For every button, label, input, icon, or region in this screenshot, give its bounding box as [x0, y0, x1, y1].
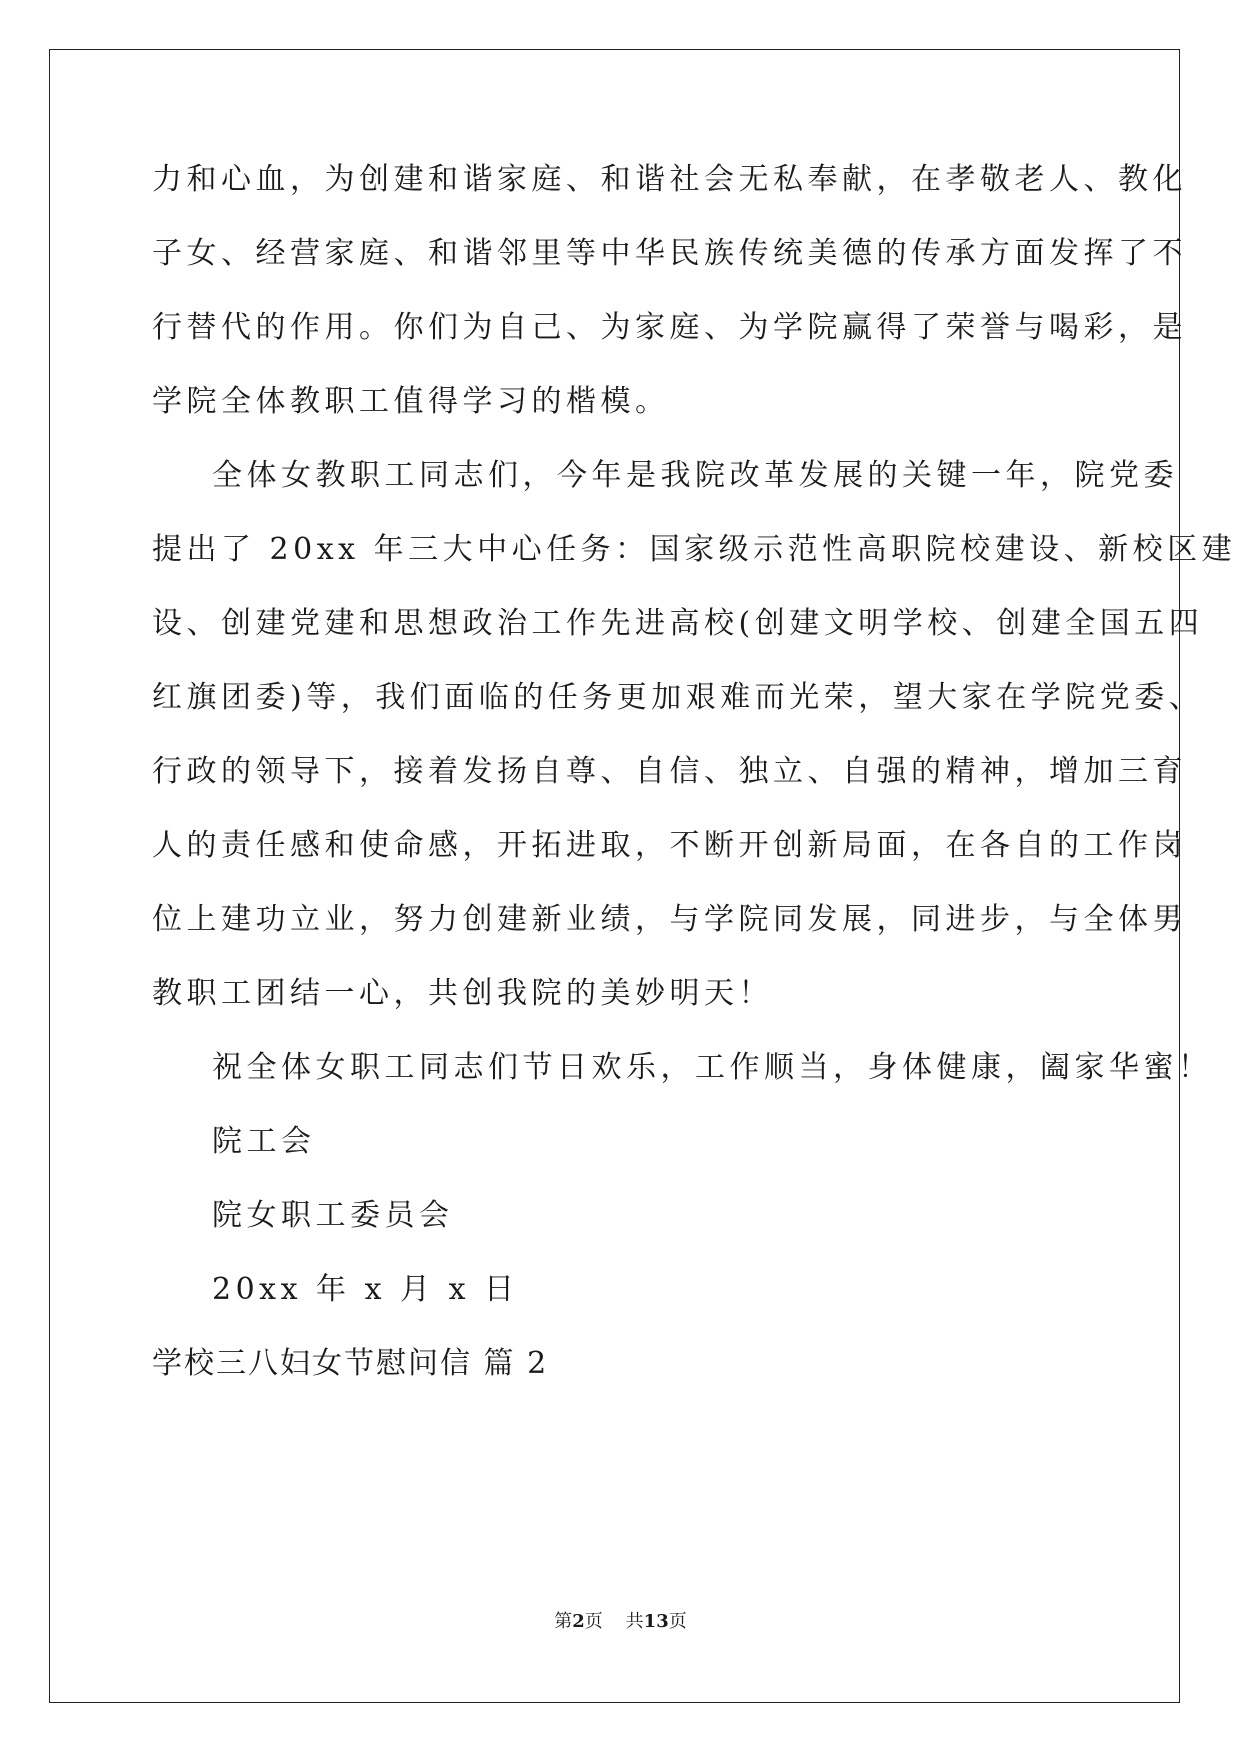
page-footer [0, 1610, 1241, 1634]
blessing-line: 祝全体女职工同志们节日欢乐，工作顺当，身体健康，阖家华蜜！ [212, 1050, 1213, 1085]
paragraph2-line-1: 全体女教职工同志们，今年是我院改革发展的关键一年，院党委 [212, 458, 1178, 493]
paragraph1-line-1: 力和心血，为创建和谐家庭、和谐社会无私奉献，在孝敬老人、教化 [152, 162, 1187, 197]
paragraph2-line-5: 行政的领导下，接着发扬自尊、自信、独立、自强的精神，增加三育 [152, 754, 1187, 789]
signature-date: 20xx 年 x 月 x 日 [212, 1272, 519, 1307]
paragraph2-line-2: 提出了 20xx 年三大中心任务：国家级示范性高职院校建设、新校区建 [152, 532, 1237, 567]
paragraph2-line-7: 位上建功立业，努力创建新业绩，与学院同发展，同进步，与全体男 [152, 902, 1187, 937]
signature-org-committee: 院女职工委员会 [212, 1198, 454, 1233]
footer-page-mid: 页 共 [584, 1611, 644, 1632]
paragraph1-line-4: 学院全体教职工值得学习的楷模。 [152, 384, 670, 419]
page-frame [49, 49, 1180, 1703]
paragraph2-line-6: 人的责任感和使命感，开拓进取，不断开创新局面，在各自的工作岗 [152, 828, 1187, 863]
paragraph1-line-2: 子女、经营家庭、和谐邻里等中华民族传统美德的传承方面发挥了不 [152, 236, 1187, 271]
next-section-title: 学校三八妇女节慰问信 篇 2 [152, 1346, 549, 1381]
footer-page-suffix: 页 [668, 1611, 687, 1632]
paragraph2-line-8: 教职工团结一心，共创我院的美妙明天！ [152, 976, 773, 1011]
footer-page-current: 2 [572, 1611, 585, 1632]
signature-org-union: 院工会 [212, 1124, 316, 1159]
paragraph2-line-4: 红旗团委)等，我们面临的任务更加艰难而光荣，望大家在学院党委、 [152, 680, 1204, 715]
footer-page-total: 13 [643, 1611, 669, 1632]
footer-page-prefix: 第 [554, 1611, 573, 1632]
paragraph2-line-3: 设、创建党建和思想政治工作先进高校(创建文明学校、创建全国五四 [152, 606, 1204, 641]
paragraph1-line-3: 行替代的作用。你们为自己、为家庭、为学院赢得了荣誉与喝彩，是 [152, 310, 1187, 345]
